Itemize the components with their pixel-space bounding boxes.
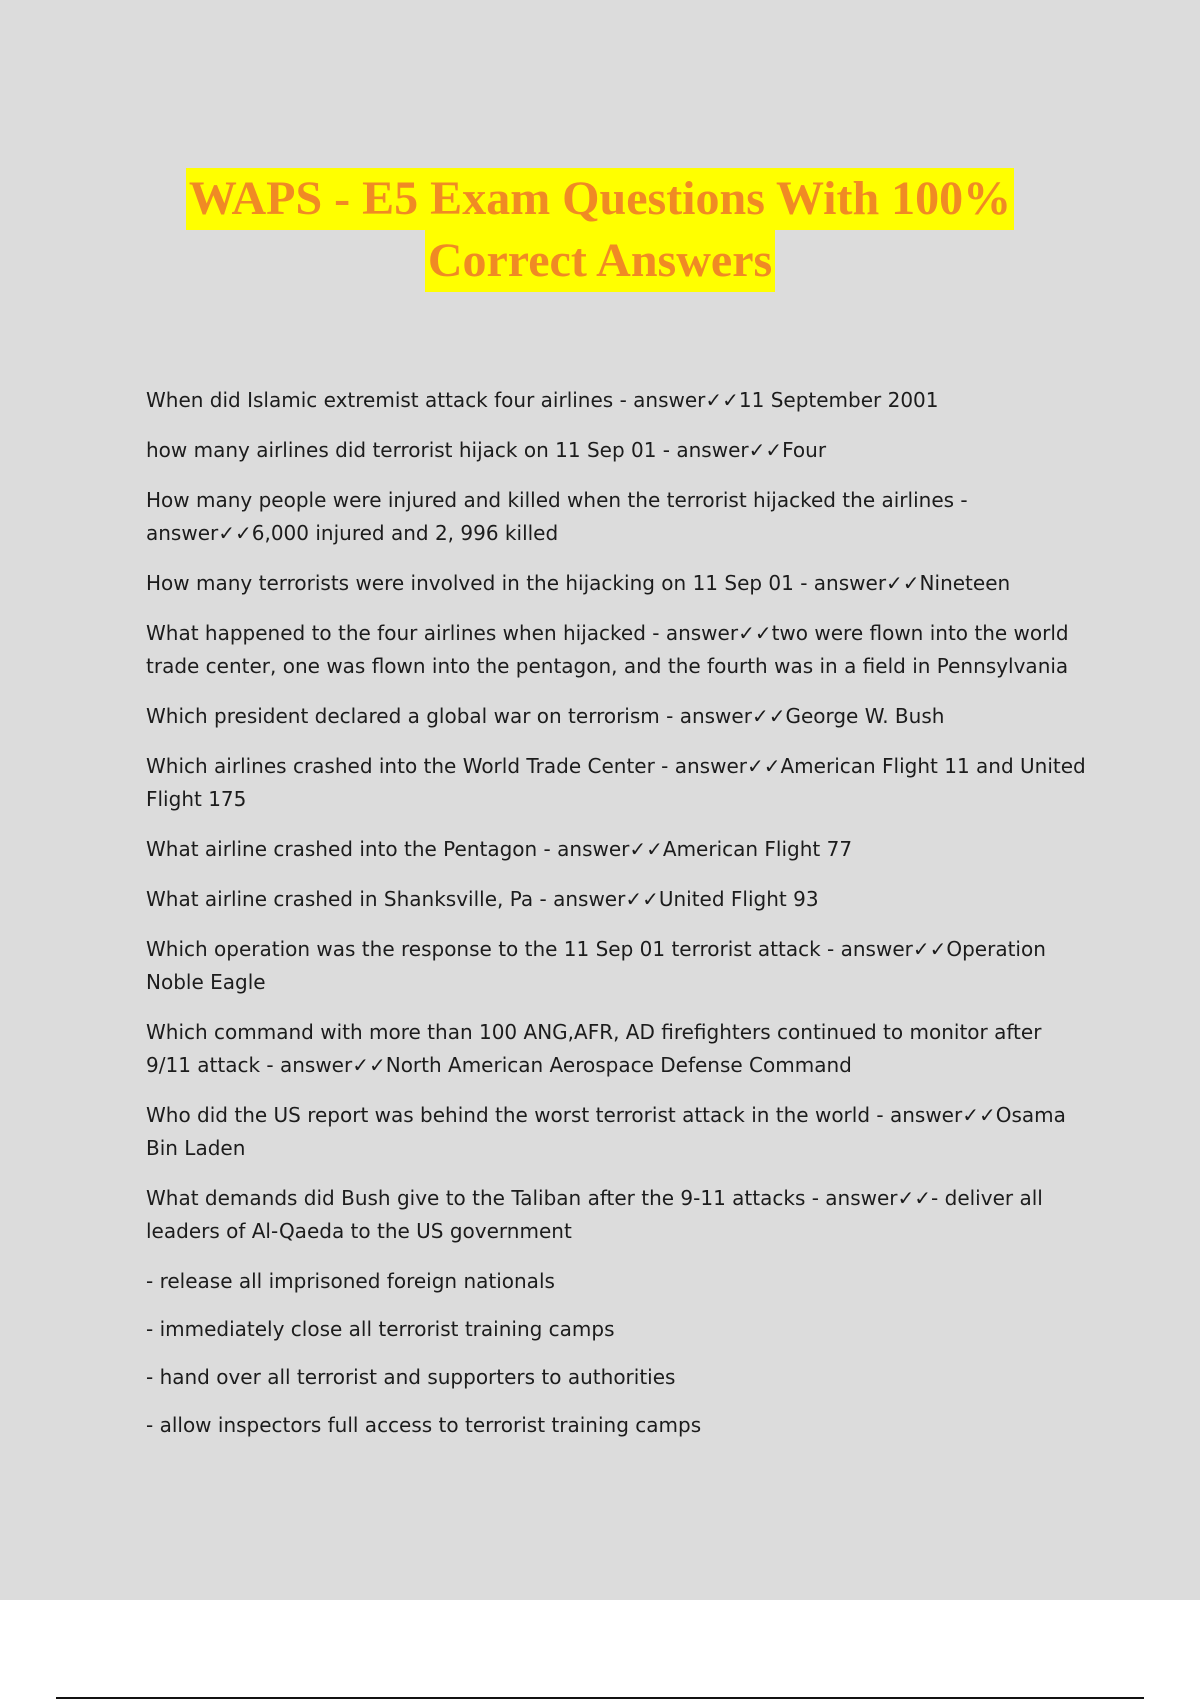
qa-item: How many people were injured and killed when the terrorist hijacked the airlines - answer✓✓6,000 injured and 2, 996 killed bbox=[146, 488, 968, 545]
demand-bullet: - release all imprisoned foreign nationals bbox=[146, 1269, 555, 1293]
demand-bullet: - immediately close all terrorist training camps bbox=[146, 1317, 615, 1341]
page-title bbox=[0, 168, 1200, 292]
qa-item: Which airlines crashed into the World Trade Center - answer✓✓American Flight 11 and United Flight 175 bbox=[146, 754, 1086, 811]
footer-divider bbox=[56, 1697, 1144, 1699]
title-line-2: Correct Answers bbox=[425, 230, 775, 292]
demand-bullet: - hand over all terrorist and supporters to authorities bbox=[146, 1365, 676, 1389]
qa-item: What airline crashed in Shanksville, Pa - answer✓✓United Flight 93 bbox=[146, 887, 819, 911]
qa-item: What happened to the four airlines when hijacked - answer✓✓two were flown into the world trade center, one was flown into the pentagon, and the fourth was in a field in Pennsylvania bbox=[146, 621, 1069, 678]
qa-item: how many airlines did terrorist hijack on 11 Sep 01 - answer✓✓Four bbox=[146, 438, 827, 462]
demand-bullet: - allow inspectors full access to terrorist training camps bbox=[146, 1413, 702, 1437]
title-line-1: WAPS - E5 Exam Questions With 100% bbox=[186, 168, 1014, 230]
qa-list bbox=[146, 384, 1086, 1457]
qa-item: What airline crashed into the Pentagon - answer✓✓American Flight 77 bbox=[146, 837, 853, 861]
qa-item: When did Islamic extremist attack four airlines - answer✓✓11 September 2001 bbox=[146, 388, 939, 412]
qa-item: Who did the US report was behind the worst terrorist attack in the world - answer✓✓Osama Bin Laden bbox=[146, 1103, 1066, 1160]
qa-item: Which command with more than 100 ANG,AFR, AD firefighters continued to monitor after 9/11 attack - answer✓✓North American Aerospace Defense Command bbox=[146, 1020, 1042, 1077]
qa-item: Which president declared a global war on terrorism - answer✓✓George W. Bush bbox=[146, 704, 945, 728]
qa-item: Which operation was the response to the 11 Sep 01 terrorist attack - answer✓✓Operation Noble Eagle bbox=[146, 937, 1046, 994]
qa-item: How many terrorists were involved in the hijacking on 11 Sep 01 - answer✓✓Nineteen bbox=[146, 571, 1011, 595]
qa-item: What demands did Bush give to the Taliban after the 9-11 attacks - answer✓✓- deliver all leaders of Al-Qaeda to the US government bbox=[146, 1186, 1043, 1243]
